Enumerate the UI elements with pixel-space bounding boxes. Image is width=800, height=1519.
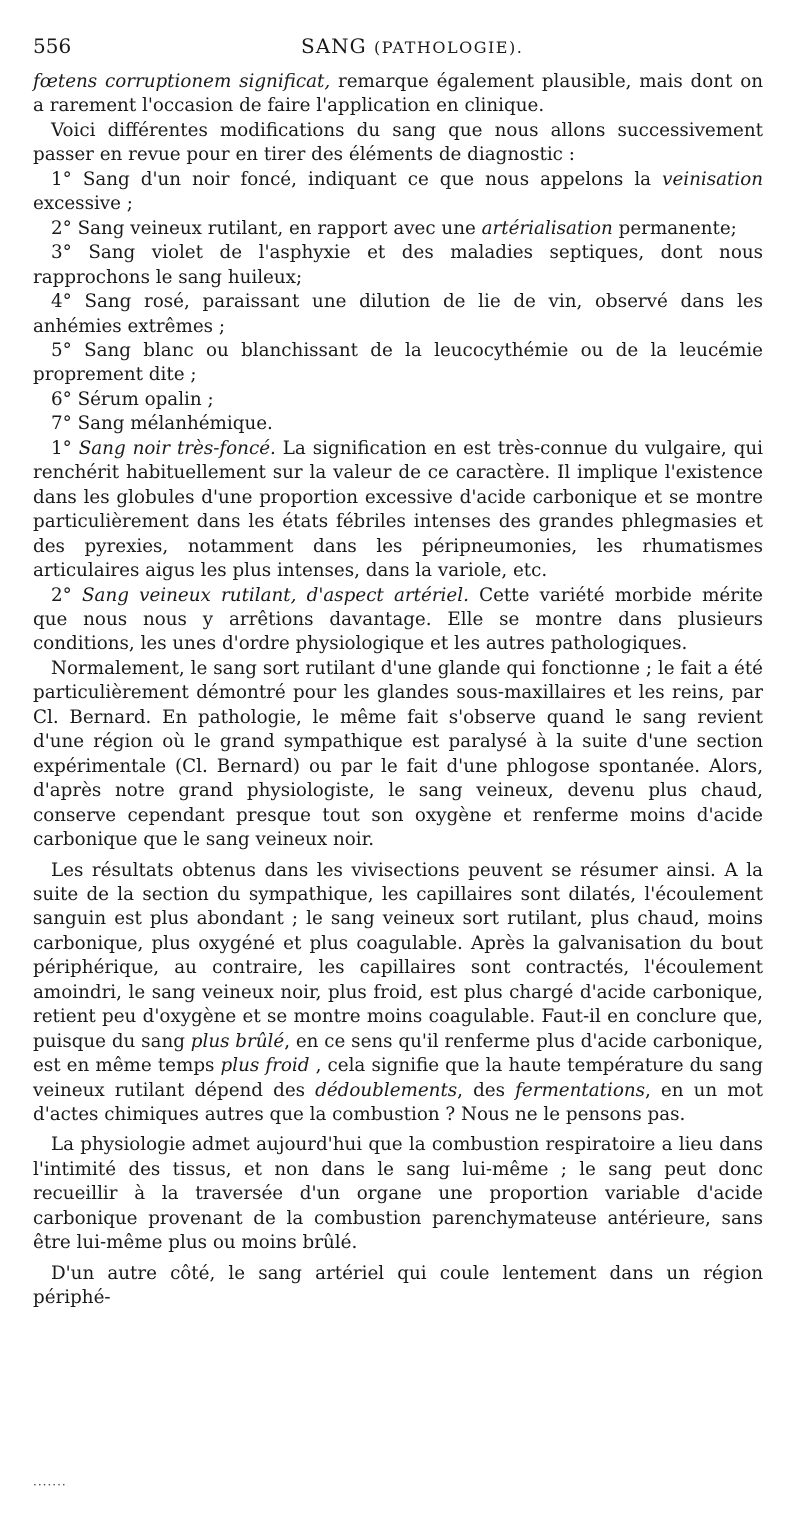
paragraph — [33, 657, 763, 853]
paragraph — [33, 1262, 763, 1311]
text-run: remarque également plausible, mais dont on a rarement l'occasion de faire l'application en clinique. — [33, 71, 763, 117]
italic-run: fermentations — [515, 1079, 645, 1101]
text-run: La signification en est très-connue du vulgaire, qui renchérit habituellement sur la valeur de ce caractère. Il implique l'existence dans les globules d'une proportion excessive d'acide carbonique et se montre particulièrement dans les états fébriles intenses des grandes phlegmasies et des pyrexies, notamment dans les péripneumonies, les rhumatismes articulaires aigus les plus intenses, dans la variole, etc. — [33, 437, 764, 582]
text-run: D'un autre côté, le sang artériel qui coule lentement dans un région périphé- — [33, 1262, 763, 1309]
text-run: , en un mot d'actes chimiques autres que la combustion ? Nous ne le pensons pas. — [33, 1079, 763, 1126]
paragraph — [33, 241, 763, 290]
paragraph — [33, 119, 763, 168]
italic-run: fœtens corruptionem significat, — [33, 71, 331, 92]
text-run: 1° Sang d'un noir foncé, indiquant ce que nous appelons la — [51, 168, 663, 190]
text-run: Voici différentes modifications du sang que nous allons successivement passer en revue pour en tirer des éléments de diagnostic : — [33, 119, 763, 166]
running-title — [301, 34, 523, 58]
paragraph — [33, 412, 763, 436]
text-run: Les résultats obtenus dans les vivisections peuvent se résumer ainsi. A la suite de la section du sympathique, les capillaires sont dilatés, l'écoulement sanguin est plus abondant ; le sang veineux sort rutilant, plus chaud, moins carbonique, plus oxygéné et plus coagulable. Après la galvanisation du bout périphérique, au contraire, les capillaires sont contractés, l'écoulement amoindri, le sang veineux noir, plus froid, est plus chargé d'acide carbonique, retient peu d'oxygène et se montre moins coagulable. Faut-il en conclure que, puisque du sang — [33, 859, 763, 1052]
text-run: excessive ; — [33, 193, 133, 215]
text-run: , cela signifie que la haute température du sang veineux rutilant dépend des — [33, 1055, 764, 1101]
paragraph — [33, 437, 763, 584]
italic-run: plus brûlé — [190, 1030, 285, 1052]
text-run: 3° Sang violet de l'asphyxie et des maladies septiques, dont nous rapprochons le sang huileux; — [33, 242, 763, 288]
italic-run: plus froid — [220, 1055, 310, 1077]
paragraph — [33, 290, 763, 339]
italic-run: Sang veineux rutilant, d'aspect artériel. — [82, 584, 469, 606]
paragraph — [33, 217, 763, 241]
italic-run: veinisation — [662, 168, 763, 190]
paragraph — [33, 168, 763, 217]
text-run: , en ce sens qu'il renferme plus d'acide carbonique, est en même temps — [33, 1030, 764, 1077]
paragraph — [33, 584, 763, 657]
page-header — [33, 30, 763, 70]
text-run: 2° Sang veineux rutilant, en rapport avec une — [51, 217, 482, 239]
text-run: La physiologie admet aujourd'hui que la combustion respiratoire a lieu dans l'intimité des tissus, et non dans le sang lui-même ; le sang peut donc recueillir à la traversée d'un organe une proportion variable d'acide carbonique provenant de la combustion parenchymateuse antérieure, sans être lui-même plus ou moins brûlé. — [33, 1134, 763, 1254]
body-text — [33, 70, 763, 1311]
text-run: permanente; — [612, 217, 737, 239]
text-run: 6° Sérum opalin ; — [51, 388, 214, 410]
italic-run: artérialisation — [481, 217, 613, 239]
text-run: 1° — [51, 437, 79, 459]
text-run: Cette variété morbide mérite que nous nous y arrêtions davantage. Elle se montre dans plusieurs conditions, les unes d'ordre physiologique et les autres pathologiques. — [33, 584, 763, 655]
paragraph — [33, 388, 763, 412]
paragraph — [33, 339, 763, 388]
paragraph — [33, 70, 763, 119]
italic-run: dédoublements — [315, 1079, 458, 1101]
footer-mark: ······· — [33, 1478, 67, 1492]
italic-run: Sang noir très-foncé. — [78, 437, 276, 459]
text-run: 2° — [51, 584, 83, 606]
document-page — [33, 30, 763, 1311]
text-run: 5° Sang blanc ou blanchissant de la leucocythémie ou de la leucémie proprement dite ; — [33, 339, 763, 386]
text-run: 7° Sang mélanhémique. — [51, 413, 273, 435]
paragraph — [33, 859, 763, 1128]
text-run: 4° Sang rosé, paraissant une dilution de lie de vin, observé dans les anhémies extrêmes ; — [33, 291, 763, 337]
paragraph — [33, 1133, 763, 1255]
running-title-main: SANG — [301, 34, 367, 58]
text-run: , des — [457, 1079, 516, 1101]
running-title-sub: (PATHOLOGIE). — [373, 38, 524, 57]
text-run: Normalement, le sang sort rutilant d'une glande qui fonctionne ; le fait a été particulièrement démontré pour les glandes sous-maxillaires et les reins, par Cl. Bernard. En pathologie, le même fait s'observe quand le sang revient d'une région où le grand sympathique est paralysé à la suite d'une section expérimentale (Cl. Bernard) ou par le fait d'une phlogose spontanée. Alors, d'après notre grand physiologiste, le sang veineux, devenu plus chaud, conserve cependant presque tout son oxygène et renferme moins d'acide carbonique que le sang veineux noir. — [33, 657, 763, 851]
page-number: 556 — [33, 34, 72, 58]
